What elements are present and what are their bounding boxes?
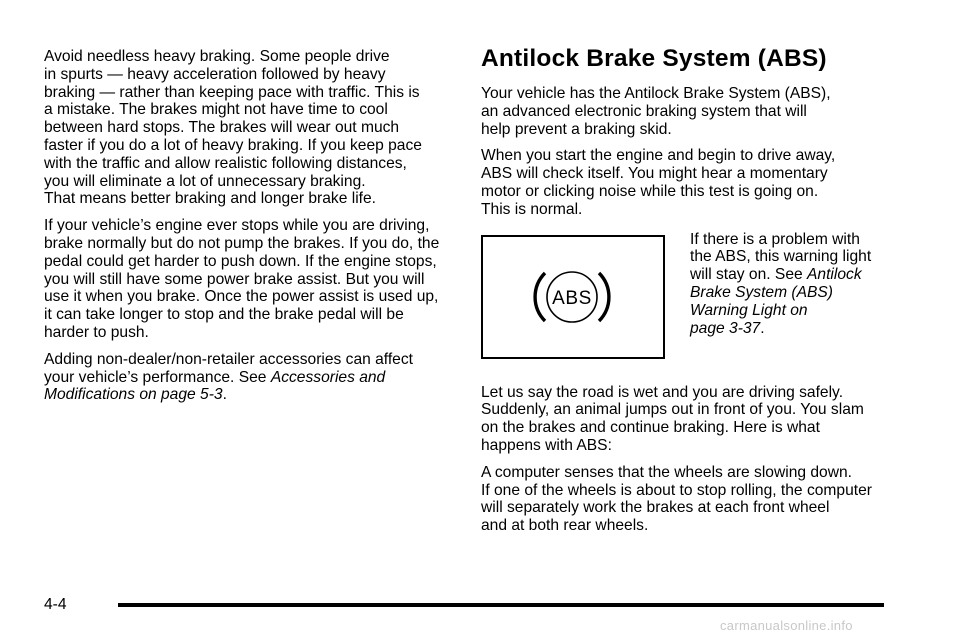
right-column <box>481 44 901 544</box>
paragraph-engine-stops: If your vehicle’s engine ever stops while you are driving, brake normally but do not pump the brakes. If you do, the pedal could get harder to push down. If the engine stops, you will still have some power brake assist. But you will use it when you brake. Once the power assist is used up, it can take longer to stop and the brake pedal will be harder to push. <box>44 217 440 341</box>
footer-rule <box>118 603 884 607</box>
section-heading: Antilock Brake System (ABS) <box>481 45 827 72</box>
warning-light-reference-link[interactable]: Antilock Brake System (ABS) Warning Light on page 3-37 <box>690 266 862 337</box>
abs-warning-light-icon <box>483 237 663 357</box>
accessories-period: . <box>222 386 227 404</box>
paragraph-abs-self-check: When you start the engine and begin to drive away, ABS will check itself. You might hear a momentary motor or clicking noise while this test is going on. This is normal. <box>481 147 836 218</box>
paragraph-abs-intro: Your vehicle has the Antilock Brake System (ABS), an advanced electronic braking system that will help prevent a braking skid. <box>481 85 831 138</box>
warning-light-description <box>690 231 895 338</box>
warning-period: . <box>760 319 765 337</box>
paragraph-abs-scenario: Let us say the road is wet and you are driving safely. Suddenly, an animal jumps out in front of you. You slam on the brakes and continue braking. Here is what happens with ABS: <box>481 383 864 454</box>
paragraph-heavy-braking: Avoid needless heavy braking. Some people drive in spurts — heavy acceleration followed by heavy braking — rather than keeping pace with traffic. This is a mistake. The brakes might not have time to cool between hard stops. The brakes will wear out much faster if you do a lot of heavy braking. If you keep pace with the traffic and allow realistic following distances, you will eliminate a lot of unnecessary braking. That means better braking and longer brake life. <box>44 48 422 208</box>
paragraph-abs-computer: A computer senses that the wheels are slowing down. If one of the wheels is about to stop rolling, the computer will separately work the brakes at each front wheel and at both rear wheels. <box>481 463 872 535</box>
abs-icon-label: ABS <box>552 287 592 309</box>
warning-light-block <box>481 231 901 371</box>
left-column <box>44 48 449 413</box>
accessories-reference-link[interactable]: Accessories and Modifications on page 5-3 <box>44 368 386 404</box>
abs-warning-light-frame <box>481 235 665 359</box>
accessories-text: Adding non-dealer/non-retailer accessories can affect your vehicle’s performance. See <box>44 350 413 386</box>
paragraph-accessories <box>44 351 449 404</box>
page-number: 4-4 <box>44 596 67 613</box>
watermark-text: carmanualsonline.info <box>720 618 853 633</box>
warning-text: If there is a problem with the ABS, this warning light will stay on. See <box>690 230 872 284</box>
